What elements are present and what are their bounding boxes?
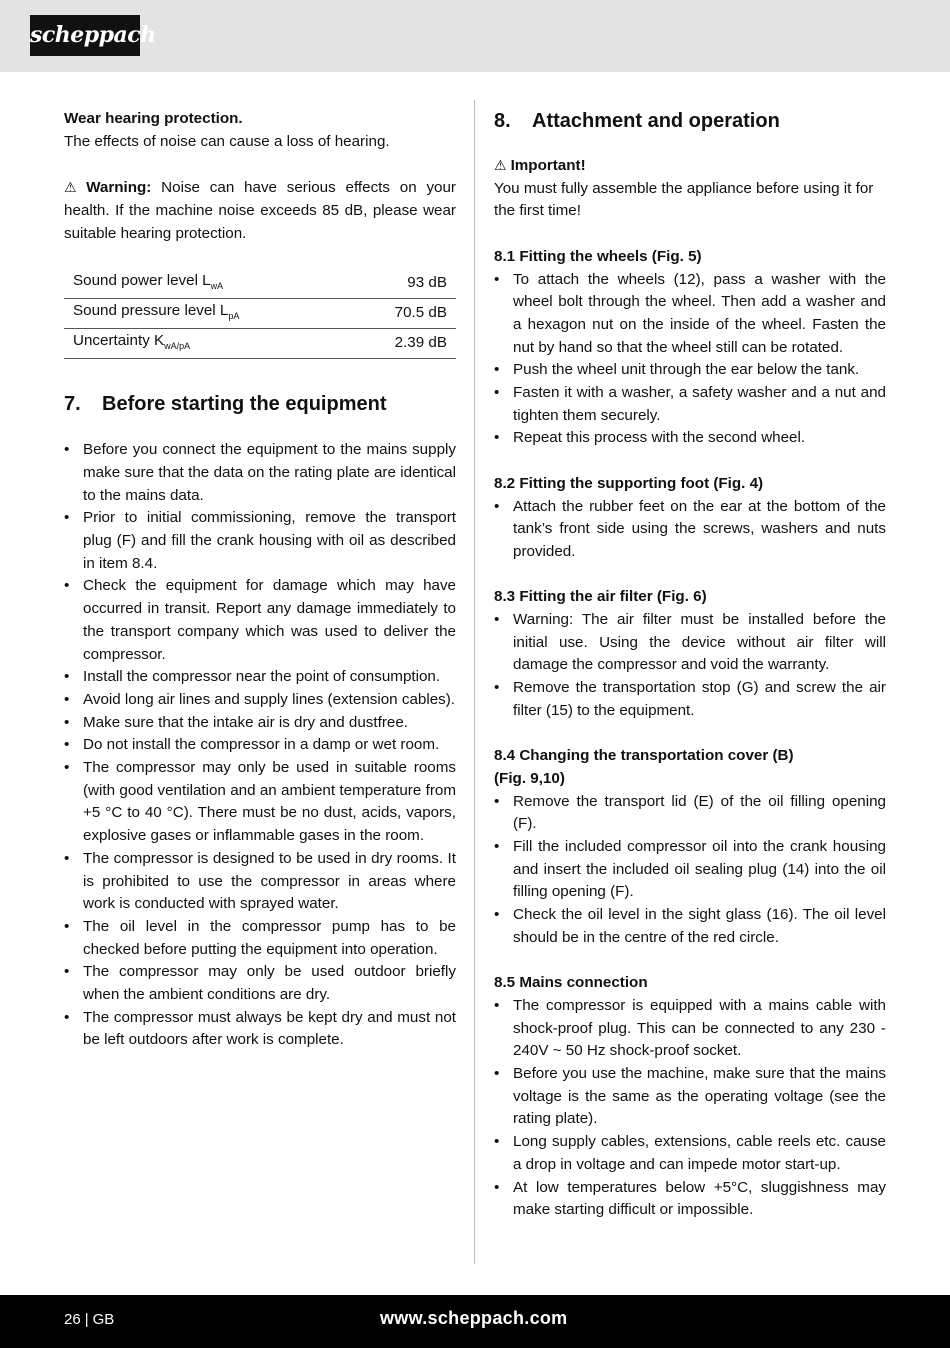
warning-label: Warning: — [86, 179, 152, 197]
list-item: • Do not install the compressor in a damp or wet room. — [64, 734, 456, 757]
list-item: • The compressor must always be kept dry and must not be left outdoors after work is complete. — [64, 1007, 456, 1052]
sound-value: 2.39 dB — [348, 329, 456, 359]
list-item: • Warning: The air filter must be installed before the initial use. Using the device without air filter will damage the compressor and void the warranty. — [494, 609, 886, 677]
section-number: 7. — [64, 393, 81, 416]
sound-label: Sound power level $L_{wA}$ — [64, 269, 348, 299]
sound-table-row — [64, 269, 456, 299]
subsection-8-3-title: 8.3 Fitting the air filter (Fig. 6) — [494, 588, 707, 606]
list-item: • At low temperatures below +5°C, sluggishness may make starting difficult or impossible. — [494, 1177, 886, 1222]
subsection-8-3-list — [494, 609, 886, 723]
list-item: • The compressor is designed to be used in dry rooms. It is prohibited to use the compressor in areas where work is conducted with sprayed water. — [64, 848, 456, 916]
subsection-8-1-title: 8.1 Fitting the wheels (Fig. 5) — [494, 247, 702, 265]
subsection-8-2-list — [494, 496, 886, 564]
language-code: GB — [92, 1311, 115, 1328]
list-item: • The compressor may only be used outdoor briefly when the ambient conditions are dry. — [64, 961, 456, 1006]
noise-warning — [64, 176, 456, 245]
right-column — [494, 108, 886, 1222]
list-item: • Install the compressor near the point of consumption. — [64, 666, 456, 689]
list-item: • Fasten it with a washer, a safety washer and a nut and tighten them securely. — [494, 382, 886, 427]
subsection-8-2-title: 8.2 Fitting the supporting foot (Fig. 4) — [494, 474, 764, 492]
list-item: • Fill the included compressor oil into the crank housing and insert the included oil sealing plug (14) into the oil filling opening (F). — [494, 836, 886, 904]
sound-label: Sound pressure level $L_{pA}$ — [64, 299, 348, 329]
subsection-8-1-list — [494, 269, 886, 451]
list-item: • Check the oil level in the sight glass (16). The oil level should be in the centre of the red circle. — [494, 904, 886, 949]
sound-table — [64, 269, 456, 359]
section-7-list — [64, 439, 456, 1052]
website-link[interactable]: www.scheppach.com — [380, 1308, 568, 1328]
list-item: • Push the wheel unit through the ear below the tank. — [494, 359, 886, 382]
list-item: • The oil level in the compressor pump has to be checked before putting the equipment into operation. — [64, 916, 456, 961]
section-7-heading — [64, 391, 456, 417]
list-item: • To attach the wheels (12), pass a washer with the wheel bolt through the wheel. Then add a washer and a hexagon nut on the inside of the wheel. Fasten the nut by hand so that the wheel still can be rotated. — [494, 269, 886, 360]
list-item: • Prior to initial commissioning, remove the transport plug (F) and fill the crank housing with oil as described in item 8.4. — [64, 507, 456, 575]
sound-label: Uncertainty $K_{wA/pA}$ — [64, 329, 348, 359]
warning-icon: ⚠ — [64, 179, 83, 196]
hearing-protection-text: The effects of noise can cause a loss of hearing. — [64, 132, 390, 150]
page-indicator: 26 | GB — [64, 1311, 115, 1328]
hearing-protection-title: Wear hearing protection. — [64, 110, 243, 127]
list-item: • Remove the transport lid (E) of the oil filling opening (F). — [494, 791, 886, 836]
list-item: • Before you use the machine, make sure that the mains voltage is the same as the operating voltage (see the rating plate). — [494, 1063, 886, 1131]
section-title: Attachment and operation — [532, 110, 780, 132]
brand-logo: scheppach — [30, 15, 140, 56]
list-item: • The compressor may only be used in suitable rooms (with good ventilation and an ambient temperature from +5 °C to 40 °C). There must be no dust, acids, vapors, explosive gases or inflammable gases in the room. — [64, 757, 456, 848]
warning-text: Noise can have serious effects on your health. If the machine noise exceeds 85 dB, please wear suitable hearing protection. — [64, 179, 456, 242]
list-item: • Remove the transportation stop (G) and screw the air filter (15) to the equipment. — [494, 677, 886, 722]
section-8-heading — [494, 108, 886, 134]
sound-table-row — [64, 299, 456, 329]
sound-value: 93 dB — [348, 269, 456, 299]
section-title: Before starting the equipment — [102, 393, 387, 416]
list-item: • Before you connect the equipment to the mains supply make sure that the data on the rating plate are identical to the mains data. — [64, 439, 456, 507]
subsection-8-4-title: 8.4 Changing the transportation cover (B) — [494, 747, 794, 765]
subsection-8-5-list — [494, 995, 886, 1222]
warning-icon: ⚠ — [494, 157, 507, 173]
page-number: 26 — [64, 1311, 81, 1328]
list-item: • Make sure that the intake air is dry and dustfree. — [64, 712, 456, 735]
list-item: • Repeat this process with the second wheel. — [494, 427, 886, 450]
list-item: • Attach the rubber feet on the ear at the bottom of the tank’s front side using the screws, washers and nuts provided. — [494, 496, 886, 564]
subsection-8-4-title-figures: (Fig. 9,10) — [494, 769, 565, 787]
page-header — [0, 0, 950, 72]
list-item: • Avoid long air lines and supply lines (extension cables). — [64, 689, 456, 712]
page-footer — [0, 1295, 950, 1348]
important-text: You must fully assemble the appliance before using it for the first time! — [494, 179, 874, 220]
column-divider — [474, 100, 475, 1264]
important-label: Important! — [510, 157, 586, 174]
list-item: • Long supply cables, extensions, cable reels etc. cause a drop in voltage and can impede motor start-up. — [494, 1131, 886, 1176]
list-item: • The compressor is equipped with a mains cable with shock-proof plug. This can be connected to any 230 - 240V ~ 50 Hz shock-proof socket. — [494, 995, 886, 1063]
sound-value: 70.5 dB — [348, 299, 456, 329]
important-note — [494, 154, 886, 178]
subsection-8-5-title: 8.5 Mains connection — [494, 974, 648, 992]
list-item: • Check the equipment for damage which may have occurred in transit. Report any damage immediately to the transport company which was used to deliver the compressor. — [64, 575, 456, 666]
left-column — [64, 108, 456, 1052]
subsection-8-4-list — [494, 791, 886, 950]
section-number: 8. — [494, 110, 511, 132]
sound-table-row — [64, 329, 456, 359]
